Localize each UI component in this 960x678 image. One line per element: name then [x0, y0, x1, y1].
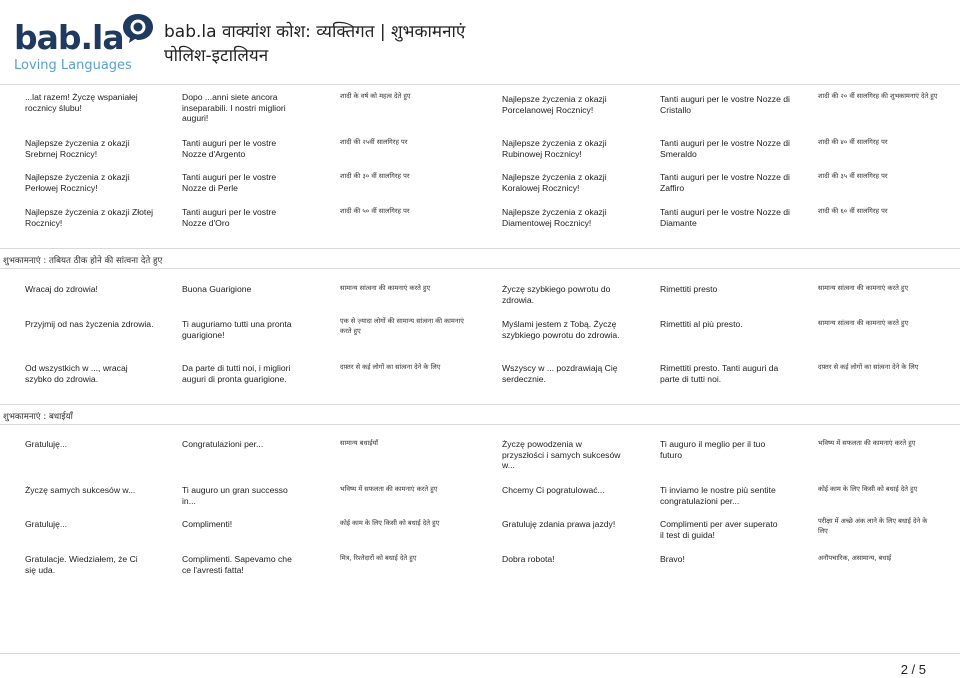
- polish-phrase: Najlepsze życzenia z okazji Złotej Rocznicy!: [25, 207, 154, 228]
- polish-phrase: Najlepsze życzenia z okazji Koralowej Rocznicy!: [502, 172, 607, 193]
- polish-phrase: Gratuluję zdania prawa jazdy!: [502, 519, 616, 529]
- hindi-note: दफ़्तर से कई लोगों का सांत्वना देने के लिए: [818, 363, 919, 371]
- polish-phrase: Chcemy Ci pogratulować...: [502, 485, 605, 495]
- hindi-note: शादी की २० वीं सालगिरह की शुभकामनाएं देते हुए: [818, 92, 938, 100]
- italian-phrase: Dopo ...anni siete ancora inseparabili. I nostri migliori auguri!: [182, 92, 286, 124]
- header-divider: [0, 84, 960, 85]
- polish-phrase: Najlepsze życzenia z okazji Rubinowej Rocznicy!: [502, 138, 607, 159]
- italian-phrase: Ti auguriamo tutti una pronta guarigione!: [182, 319, 292, 340]
- hindi-note: सामान्य बधाईयाँ: [340, 439, 378, 447]
- title-line-1: bab.la वाक्यांश कोश: व्यक्तिगत | शुभकामनाएं: [164, 22, 466, 42]
- hindi-note: दफ़्तर से कई लोगों का सांत्वना देने के लिए: [340, 363, 441, 371]
- italian-phrase: Tanti auguri per le vostre Nozze d'Argento: [182, 138, 277, 159]
- logo-text: bab.la: [14, 18, 124, 57]
- polish-phrase: Dobra robota!: [502, 554, 555, 564]
- polish-phrase: Wszyscy w ... pozdrawiają Cię serdecznie.: [502, 363, 618, 384]
- polish-phrase: Życzę powodzenia w przyszłości i samych sukcesów w...: [502, 439, 621, 471]
- italian-phrase: Tanti auguri per le vostre Nozze di Zaffiro: [660, 172, 790, 193]
- section-divider: [0, 268, 960, 269]
- italian-phrase: Tanti auguri per le vostre Nozze d'Oro: [182, 207, 277, 228]
- hindi-note: भविष्य में सफलता की कामनाएं करते हुए: [340, 485, 438, 493]
- hindi-note: शादी के वर्ष को महत्व देते हुए: [340, 92, 411, 100]
- polish-phrase: Najlepsze życzenia z okazji Diamentowej Rocznicy!: [502, 207, 607, 228]
- italian-phrase: Ti auguro un gran successo in...: [182, 485, 288, 506]
- hindi-note: शादी की ३५ वीं सालगिरह पर: [818, 172, 888, 180]
- italian-phrase: Complimenti per aver superato il test di guida!: [660, 519, 778, 540]
- hindi-note: शादी की ५० वीं सालगिरह पर: [340, 207, 410, 215]
- italian-phrase: Tanti auguri per le vostre Nozze di Smeraldo: [660, 138, 790, 159]
- hindi-note: कोई काम के लिए किसी को बधाई देते हुए: [340, 519, 440, 527]
- polish-phrase: Najlepsze życzenia z okazji Porcelanowej Rocznicy!: [502, 94, 607, 115]
- section-divider: [0, 248, 960, 249]
- hindi-note: कोई काम के लिए किसी को बधाई देते हुए: [818, 485, 918, 493]
- italian-phrase: Buona Guarigione: [182, 284, 252, 294]
- hindi-note: एक से ज़्यादा लोगों की सामान्य सांत्वना की कामनाएं करते हुए: [340, 317, 464, 335]
- italian-phrase: Da parte di tutti noi, i migliori auguri di pronta guarigione.: [182, 363, 291, 384]
- italian-phrase: Complimenti. Sapevamo che ce l'avresti fatta!: [182, 554, 292, 575]
- hindi-note: अनौपचारिक, असामान्य, बधाई: [818, 554, 892, 562]
- polish-phrase: Myślami jestem z Tobą. Życzę szybkiego powrotu do zdrowia.: [502, 319, 620, 340]
- italian-phrase: Complimenti!: [182, 519, 233, 529]
- hindi-note: सामान्य सांत्वना की कामनाएं करते हुए: [340, 284, 431, 292]
- italian-phrase: Tanti auguri per le vostre Nozze di Diamante: [660, 207, 790, 228]
- polish-phrase: Od wszystkich w ..., wracaj szybko do zdrowia.: [25, 363, 128, 384]
- polish-phrase: Gratuluję...: [25, 439, 68, 449]
- section-divider: [0, 404, 960, 405]
- hindi-note: शादी की ४० वीं सालगिरह पर: [818, 138, 888, 146]
- section-title: शुभकामनाएं : बधाईयाँ: [3, 412, 73, 422]
- italian-phrase: Rimettiti al più presto.: [660, 319, 743, 329]
- italian-phrase: Congratulazioni per...: [182, 439, 264, 449]
- hindi-note: शादी की ३० वीं सालगिरह पर: [340, 172, 410, 180]
- polish-phrase: Wracaj do zdrowia!: [25, 284, 98, 294]
- polish-phrase: Najlepsze życzenia z okazji Perłowej Rocznicy!: [25, 172, 130, 193]
- polish-phrase: Przyjmij od nas życzenia zdrowia.: [25, 319, 154, 329]
- page-header: [0, 0, 960, 82]
- section-title: शुभकामनाएं : तबियत ठीक होने की सांत्वना देते हुए: [3, 256, 163, 266]
- polish-phrase: Najlepsze życzenia z okazji Srebrnej Rocznicy!: [25, 138, 130, 159]
- italian-phrase: Tanti auguri per le vostre Nozze di Cristallo: [660, 94, 790, 115]
- logo-tagline: Loving Languages: [14, 58, 132, 73]
- speech-bubble-icon: [121, 12, 155, 44]
- italian-phrase: Ti auguro il meglio per il tuo futuro: [660, 439, 766, 460]
- hindi-note: सामान्य सांत्वना की कामनाएं करते हुए: [818, 284, 909, 292]
- section-divider: [0, 424, 960, 425]
- footer-divider: [0, 653, 960, 654]
- polish-phrase: Życzę samych sukcesów w...: [25, 485, 136, 495]
- italian-phrase: Tanti auguri per le vostre Nozze di Perle: [182, 172, 277, 193]
- italian-phrase: Rimettiti presto. Tanti auguri da parte di tutti noi.: [660, 363, 779, 384]
- hindi-note: भविष्य में सफलता की कामनाएं करते हुए: [818, 439, 916, 447]
- polish-phrase: ...lat razem! Życzę wspaniałej rocznicy ślubu!: [25, 92, 138, 113]
- hindi-note: शादी की २५वीं सालगिरह पर: [340, 138, 408, 146]
- hindi-note: परीक्षा में अच्छे अंक लाने के लिए बधाई देने के लिए: [818, 517, 928, 535]
- hindi-note: शादी की ६० वीं सालगिरह पर: [818, 207, 888, 215]
- polish-phrase: Gratulacje. Wiedziałem, że Ci się uda.: [25, 554, 138, 575]
- italian-phrase: Bravo!: [660, 554, 685, 564]
- polish-phrase: Gratuluję...: [25, 519, 68, 529]
- document-title: [164, 20, 465, 68]
- babla-logo: [14, 12, 154, 72]
- page-number: 2 / 5: [900, 662, 926, 677]
- hindi-note: मित्र, रिश्तेदारों को बधाई देते हुए: [340, 554, 417, 562]
- italian-phrase: Ti inviamo le nostre più sentite congratulazioni per...: [660, 485, 776, 506]
- polish-phrase: Życzę szybkiego powrotu do zdrowia.: [502, 284, 611, 305]
- italian-phrase: Rimettiti presto: [660, 284, 718, 294]
- title-line-2: पोलिश-इटालियन: [164, 46, 269, 66]
- hindi-note: सामान्य सांत्वना की कामनाएं करते हुए: [818, 319, 909, 327]
